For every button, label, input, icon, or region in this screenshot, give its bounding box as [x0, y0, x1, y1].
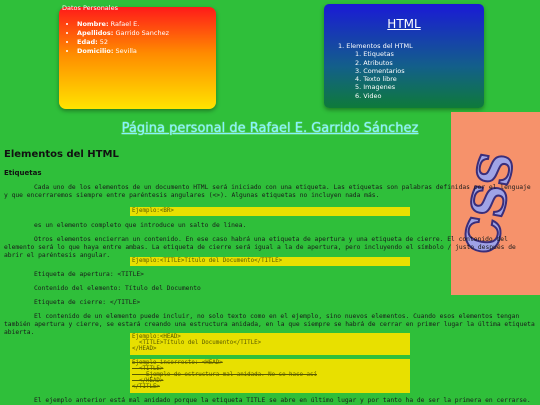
index-item-elements[interactable]: 1. Elementos del HTML: [338, 42, 413, 50]
code-line: </HEAD>: [132, 378, 164, 384]
code-line: </HEAD>: [132, 346, 157, 352]
paragraph-content: Contenido del elemento: Título del Documento: [34, 285, 201, 292]
css-graffiti-icon: [451, 112, 540, 295]
svg-text:CSS: CSS: [453, 148, 525, 258]
html-index-box: [324, 4, 484, 108]
index-item-imagenes[interactable]: 5. Imagenes: [355, 83, 396, 92]
code-line: <TITLE>Título del Documento</TITLE>: [132, 340, 262, 346]
personal-data-list: [59, 20, 169, 56]
paragraph-br: es un elemento completo que introduce un salto de línea.: [34, 222, 247, 229]
index-item-comentarios[interactable]: 3. Comentarios: [355, 66, 405, 75]
list-item: • Edad: 52: [77, 38, 169, 47]
code-example-head: [130, 333, 410, 355]
index-sublist: [338, 50, 413, 100]
index-item-video[interactable]: 6. Video: [355, 91, 382, 100]
subsection-title: Etiquetas: [4, 169, 42, 177]
index-item-etiquetas[interactable]: 1. Etiquetas: [355, 50, 394, 59]
paragraph-open-tag: Etiqueta de apertura: <TITLE>: [34, 271, 144, 278]
code-line: Ejemplo de estructura mal anidada. No se hace así: [132, 372, 317, 378]
code-example-br: Ejemplo:<BR>: [130, 207, 410, 216]
personal-data-box: [59, 4, 216, 109]
page-title: Página personal de Rafael E. Garrido Sánchez: [121, 121, 419, 136]
code-example-incorrect: [130, 359, 410, 393]
list-item: • Domicilio: Sevilla: [77, 47, 169, 56]
paragraph-bad-nesting: El ejemplo anterior está mal anidado porque la etiqueta TITLE se abre en último lugar y por tanto ha de ser la primera en cerrarse.: [34, 397, 531, 404]
html-index-list: [338, 42, 413, 100]
html-index-title[interactable]: HTML: [387, 17, 421, 31]
code-line: Ejemplo incorrecto: <HEAD>: [132, 360, 223, 366]
paragraph-close-tag: Etiqueta de cierre: </TITLE>: [34, 299, 141, 306]
list-item: • Apellidos: Garrido Sanchez: [77, 29, 169, 38]
css-logo-icon: [451, 112, 540, 295]
index-item-atributos[interactable]: 2. Atributos: [355, 58, 393, 67]
code-example-title: Ejemplo:<TITLE>Título del Documento</TITLE>: [130, 257, 410, 266]
paragraph-nesting: El contenido de un elemento puede incluir, no solo texto como en el ejemplo, sino nuevos elementos. Cuando esos elementos tengan también apertura y cierre, se estará creando una estructura anidada, en la que siempre se habrá de cerrar en primer lugar la última etiqueta abierta.: [4, 313, 535, 336]
code-line: Ejemplo:<HEAD>: [132, 334, 181, 340]
index-item-texto-libre[interactable]: 4. Texto libre: [355, 75, 397, 84]
code-line: </TITLE>: [132, 384, 160, 390]
paragraph-closing: Otros elementos encierran un contenido. En ese caso habrá una etiqueta de apertura y una etiqueta de cierre. El contenido del elemento será lo que haya entre ambas. La etiqueta de cierre será igual a la de apertura, pero incluyendo el símbolo / justo después de abrir el paréntesis angular.: [4, 236, 516, 259]
personal-data-legend: Datos Personales: [62, 4, 118, 12]
list-item: • Nombre: Rafael E.: [77, 20, 169, 29]
code-line: <TITLE>: [132, 366, 164, 372]
paragraph-intro: Cada uno de los elementos de un documento HTML será iniciado con una etiqueta. Las etiquetas son palabras definidas por el lenguaje y que encerraremos siempre entre paréntesis angulares (<>). Algunas etiquetas no incluyen nada más.: [4, 184, 531, 199]
section-title: Elementos del HTML: [4, 149, 119, 160]
